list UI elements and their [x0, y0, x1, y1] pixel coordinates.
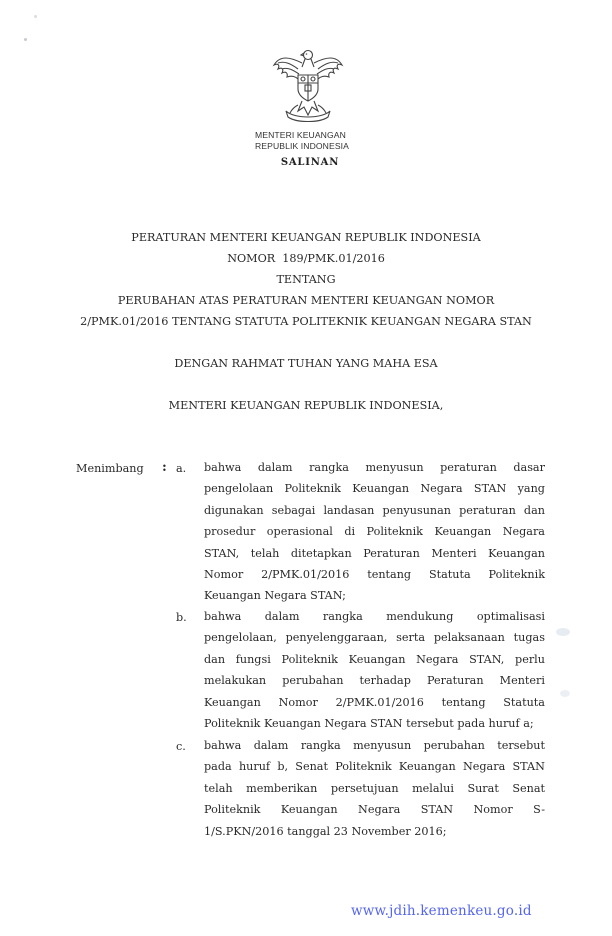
- word: pelaksanaan: [433, 631, 505, 645]
- scan-smudge: [556, 628, 570, 636]
- word: Nomor: [473, 803, 513, 817]
- word: Keuangan: [280, 803, 338, 817]
- word: rangka: [309, 461, 349, 474]
- word: tersebut: [497, 739, 545, 752]
- word: landasan: [323, 503, 375, 517]
- word: Politeknik: [204, 803, 261, 817]
- issuer-block: [255, 130, 365, 151]
- word: Senat: [295, 760, 328, 774]
- word: bahwa: [204, 739, 242, 752]
- item-c-text: [204, 735, 545, 842]
- word: 2/PMK.01/2016: [261, 567, 350, 581]
- word: bahwa: [204, 610, 242, 623]
- item-b-letter: b.: [176, 611, 187, 624]
- word: Keuangan: [204, 695, 261, 709]
- item-a-letter: a.: [176, 462, 187, 475]
- word: peraturan: [440, 461, 497, 474]
- word: pengelolaan: [204, 482, 274, 496]
- word: menyusun: [365, 461, 424, 474]
- word: Politeknik: [281, 652, 338, 666]
- word: yang: [517, 482, 545, 496]
- word: persetujuan: [330, 781, 399, 795]
- word: Politeknik: [335, 760, 392, 774]
- word: Surat: [467, 781, 499, 795]
- text-line: [204, 521, 545, 542]
- word: Negara: [358, 803, 401, 817]
- word: rangka: [322, 610, 363, 623]
- item-b-text: [204, 606, 545, 734]
- word: Menteri: [499, 674, 545, 688]
- word: STAN: [420, 803, 454, 817]
- text-line: [204, 799, 545, 820]
- word: peraturan: [459, 503, 516, 517]
- text-line: [204, 627, 545, 648]
- word: huruf: [238, 760, 271, 774]
- word: Senat: [512, 781, 545, 795]
- word: Menteri: [431, 546, 477, 560]
- issuer-line-2: REPUBLIK INDONESIA: [255, 140, 349, 151]
- word: optimalisasi: [476, 610, 545, 623]
- word: tentang: [441, 695, 486, 709]
- word: serta: [396, 631, 426, 645]
- authority: MENTERI KEUANGAN REPUBLIK INDONESIA,: [168, 399, 444, 412]
- word: Keuangan: [348, 652, 406, 666]
- word: Peraturan: [363, 546, 420, 560]
- text-line: [204, 692, 545, 713]
- word: bahwa: [204, 461, 242, 474]
- word: dan: [523, 503, 545, 517]
- tentang-label: TENTANG: [276, 273, 336, 286]
- text-line: [204, 649, 545, 670]
- word: mendukung: [386, 610, 454, 623]
- word: Peraturan: [426, 674, 484, 688]
- text-line: 1/S.PKN/2016 tanggal 23 November 2016;: [204, 824, 447, 838]
- word: Keuangan: [488, 546, 545, 560]
- text-line: Keuangan Negara STAN;: [204, 589, 346, 603]
- word: Nomor: [278, 695, 318, 709]
- word: S-: [533, 803, 545, 817]
- word: di: [344, 525, 356, 539]
- word: STAN: [473, 482, 507, 496]
- word: pada: [204, 760, 232, 774]
- word: Nomor: [204, 567, 244, 581]
- invocation: DENGAN RAHMAT TUHAN YANG MAHA ESA: [174, 357, 438, 370]
- jdih-website-link[interactable]: www.jdih.kemenkeu.go.id: [351, 903, 532, 919]
- word: sebagai: [271, 503, 316, 517]
- text-line: [204, 756, 545, 777]
- word: dalam: [257, 461, 293, 474]
- copy-mark: SALINAN: [280, 157, 340, 168]
- word: prosedur: [204, 525, 256, 539]
- word: STAN: [512, 760, 545, 774]
- garuda-emblem-icon: [268, 45, 348, 125]
- word: rangka: [300, 739, 341, 752]
- word: pengelolaan,: [204, 631, 277, 645]
- text-line: [204, 478, 545, 499]
- word: dasar: [513, 461, 545, 474]
- word: melalui: [412, 781, 454, 795]
- text-line: [204, 670, 545, 691]
- word: Politeknik: [488, 567, 545, 581]
- text-line: Politeknik Keuangan Negara STAN tersebut pada huruf a;: [204, 716, 534, 730]
- word: telah: [250, 546, 280, 560]
- item-c-letter: c.: [176, 740, 186, 753]
- word: Politeknik: [284, 482, 341, 496]
- regulation-subject-line-2: 2/PMK.01/2016 TENTANG STATUTA POLITEKNIK KEUANGAN NEGARA STAN: [80, 315, 532, 328]
- word: perubahan: [423, 739, 485, 752]
- regulation-number: NOMOR 189/PMK.01/2016: [227, 252, 385, 265]
- issuer-line-1: MENTERI KEUANGAN: [255, 130, 346, 140]
- word: perubahan: [282, 674, 344, 688]
- word: menyusun: [353, 739, 412, 752]
- word: perlu: [515, 652, 545, 666]
- regulation-subject-line-1: PERUBAHAN ATAS PERATURAN MENTERI KEUANGAN NOMOR: [117, 294, 495, 307]
- regulation-title: PERATURAN MENTERI KEUANGAN REPUBLIK INDONESIA: [131, 231, 481, 244]
- scan-speck: [34, 15, 37, 18]
- word: memberikan: [246, 781, 318, 795]
- scan-speck: [24, 38, 27, 41]
- word: STAN,: [469, 652, 505, 666]
- item-a-text: [204, 457, 545, 607]
- word: penyusunan: [382, 503, 451, 517]
- scan-smudge: [560, 690, 570, 697]
- word: penyelenggaraan,: [285, 631, 388, 645]
- text-line: [204, 500, 545, 521]
- word: ditetapkan: [290, 546, 352, 560]
- word: Negara: [502, 525, 545, 539]
- word: melakukan: [204, 674, 267, 688]
- word: Keuangan: [352, 482, 410, 496]
- word: Statuta: [503, 695, 545, 709]
- word: Negara: [420, 482, 463, 496]
- word: fungsi: [235, 652, 271, 666]
- word: tentang: [367, 567, 412, 581]
- menimbang-label: Menimbang: [76, 462, 144, 475]
- text-line: [204, 564, 545, 585]
- word: dalam: [264, 610, 300, 623]
- word: Statuta: [428, 567, 471, 581]
- text-line: [204, 735, 545, 756]
- word: 2/PMK.01/2016: [335, 695, 424, 709]
- word: tugas: [513, 631, 545, 645]
- text-line: [204, 606, 545, 627]
- word: operasional: [266, 525, 333, 539]
- word: Negara: [462, 760, 506, 774]
- word: Negara: [416, 652, 459, 666]
- text-line: [204, 457, 545, 478]
- word: dalam: [253, 739, 289, 752]
- word: Keuangan: [398, 760, 456, 774]
- word: STAN,: [204, 546, 240, 560]
- text-line: [204, 543, 545, 564]
- word: telah: [204, 781, 233, 795]
- word: terhadap: [359, 674, 411, 688]
- word: dan: [204, 652, 226, 666]
- text-line: [204, 778, 545, 799]
- word: digunakan: [204, 503, 264, 517]
- word: Keuangan: [434, 525, 492, 539]
- menimbang-colon: :: [162, 460, 167, 475]
- word: b,: [277, 760, 289, 774]
- word: Politeknik: [366, 525, 423, 539]
